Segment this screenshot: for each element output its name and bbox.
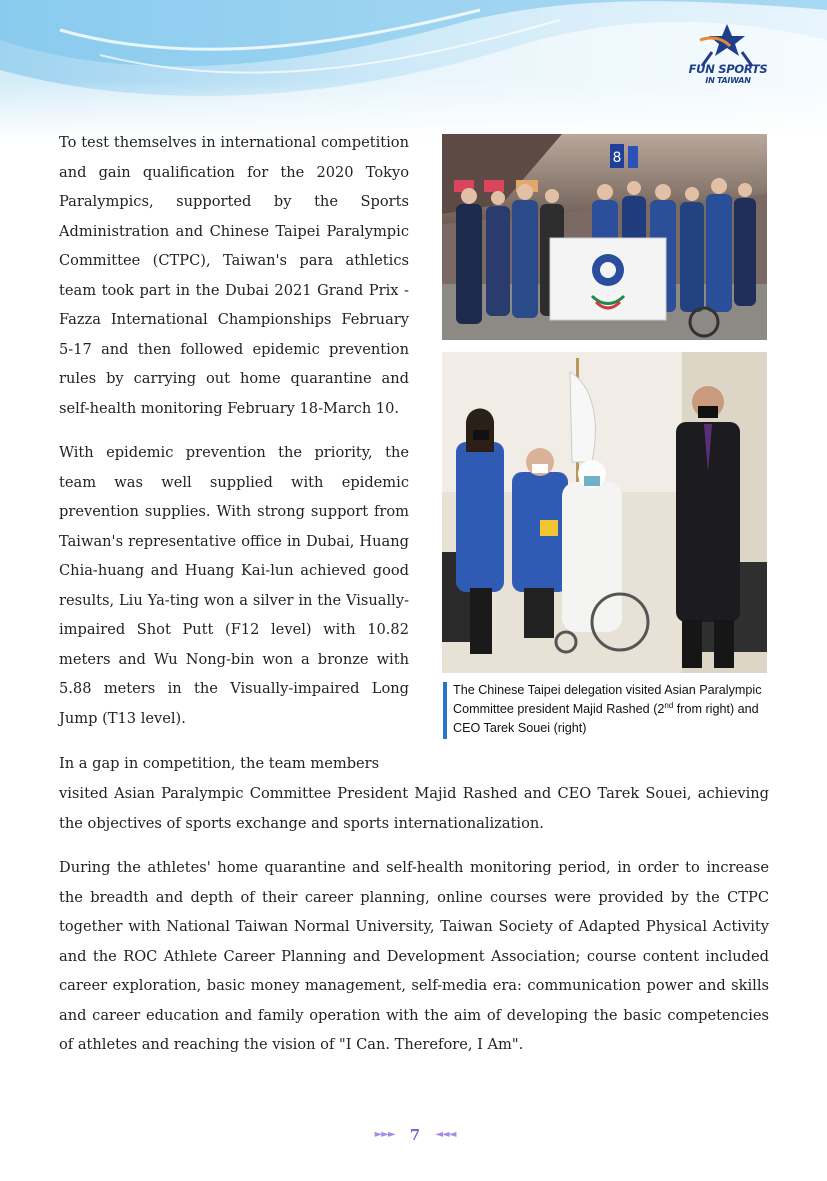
brand-line-1: FUN SPORTS xyxy=(688,62,768,76)
paragraph-competition-intro: To test themselves in international competition and gain qualification for the 2020 Tokyo Paralympics, supported by the Sports Administration and Chinese Taipei Paralympic Committee (CTPC), Taiwan's para athletics team took part in the Dubai 2021 Grand Prix - Fazza International Championships February 5-17 and then followed epidemic prevention rules by carrying out home quarantine and self-health monitoring February 18-March 10. xyxy=(59,134,409,417)
caption-accent-bar xyxy=(443,682,447,739)
paragraph-epidemic-prevention: With epidemic prevention the priority, the team was well supplied with epidemic prevention supplies. With strong support from Taiwan's representative office in Dubai, Huang Chia-huang and Huang Kai-lun achieved good results, Liu Ya-ting won a silver in the Visually-impaired Shot Putt (F12 level) with 10.82 meters and Wu Nong-bin won a bronze with 5.88 meters in the Visually-impaired Long Jump (T13 level). xyxy=(59,444,409,727)
gate-number-sign: 8 xyxy=(612,150,622,166)
brand-line-2: IN TAIWAN xyxy=(705,76,751,85)
page-number-footer xyxy=(360,1124,470,1146)
page-number: 7 xyxy=(409,1125,421,1144)
brand-logo-text xyxy=(684,64,772,86)
left-arrows-icon: ►►► xyxy=(374,1129,395,1140)
caption-part-1: The Chinese Taipei delegation visited Asian Paralympic Committee president Majid Rashed (2 xyxy=(453,683,762,716)
paragraph-visit-start: In a gap in competition, the team members xyxy=(59,755,380,772)
paragraph-online-courses: During the athletes' home quarantine and self-health monitoring period, in order to increase the breadth and depth of their career planning, online courses were provided by the CTPC together with National Taiwan Normal University, Taiwan Society of Adapted Physical Activity and the ROC Athlete Career Planning and Development Association; course content included career exploration, basic money management, self-media era: communication power and skills and career education and family operation with the aim of developing the basic competencies of athletes and reaching the vision of "I Can. Therefore, I Am". xyxy=(59,859,769,1053)
caption-part-2: from right) and CEO Tarek Souei (right) xyxy=(453,702,759,735)
right-arrows-icon: ◄◄◄ xyxy=(435,1129,456,1140)
paragraph-visit-continued: visited Asian Paralympic Committee President Majid Rashed and CEO Tarek Souei, achieving the objectives of sports exchange and sports internationalization. xyxy=(59,785,769,832)
caption-superscript: nd xyxy=(664,700,674,710)
team-airport-photo xyxy=(442,134,767,340)
meeting-photo xyxy=(442,352,767,673)
photo-caption xyxy=(453,681,773,738)
